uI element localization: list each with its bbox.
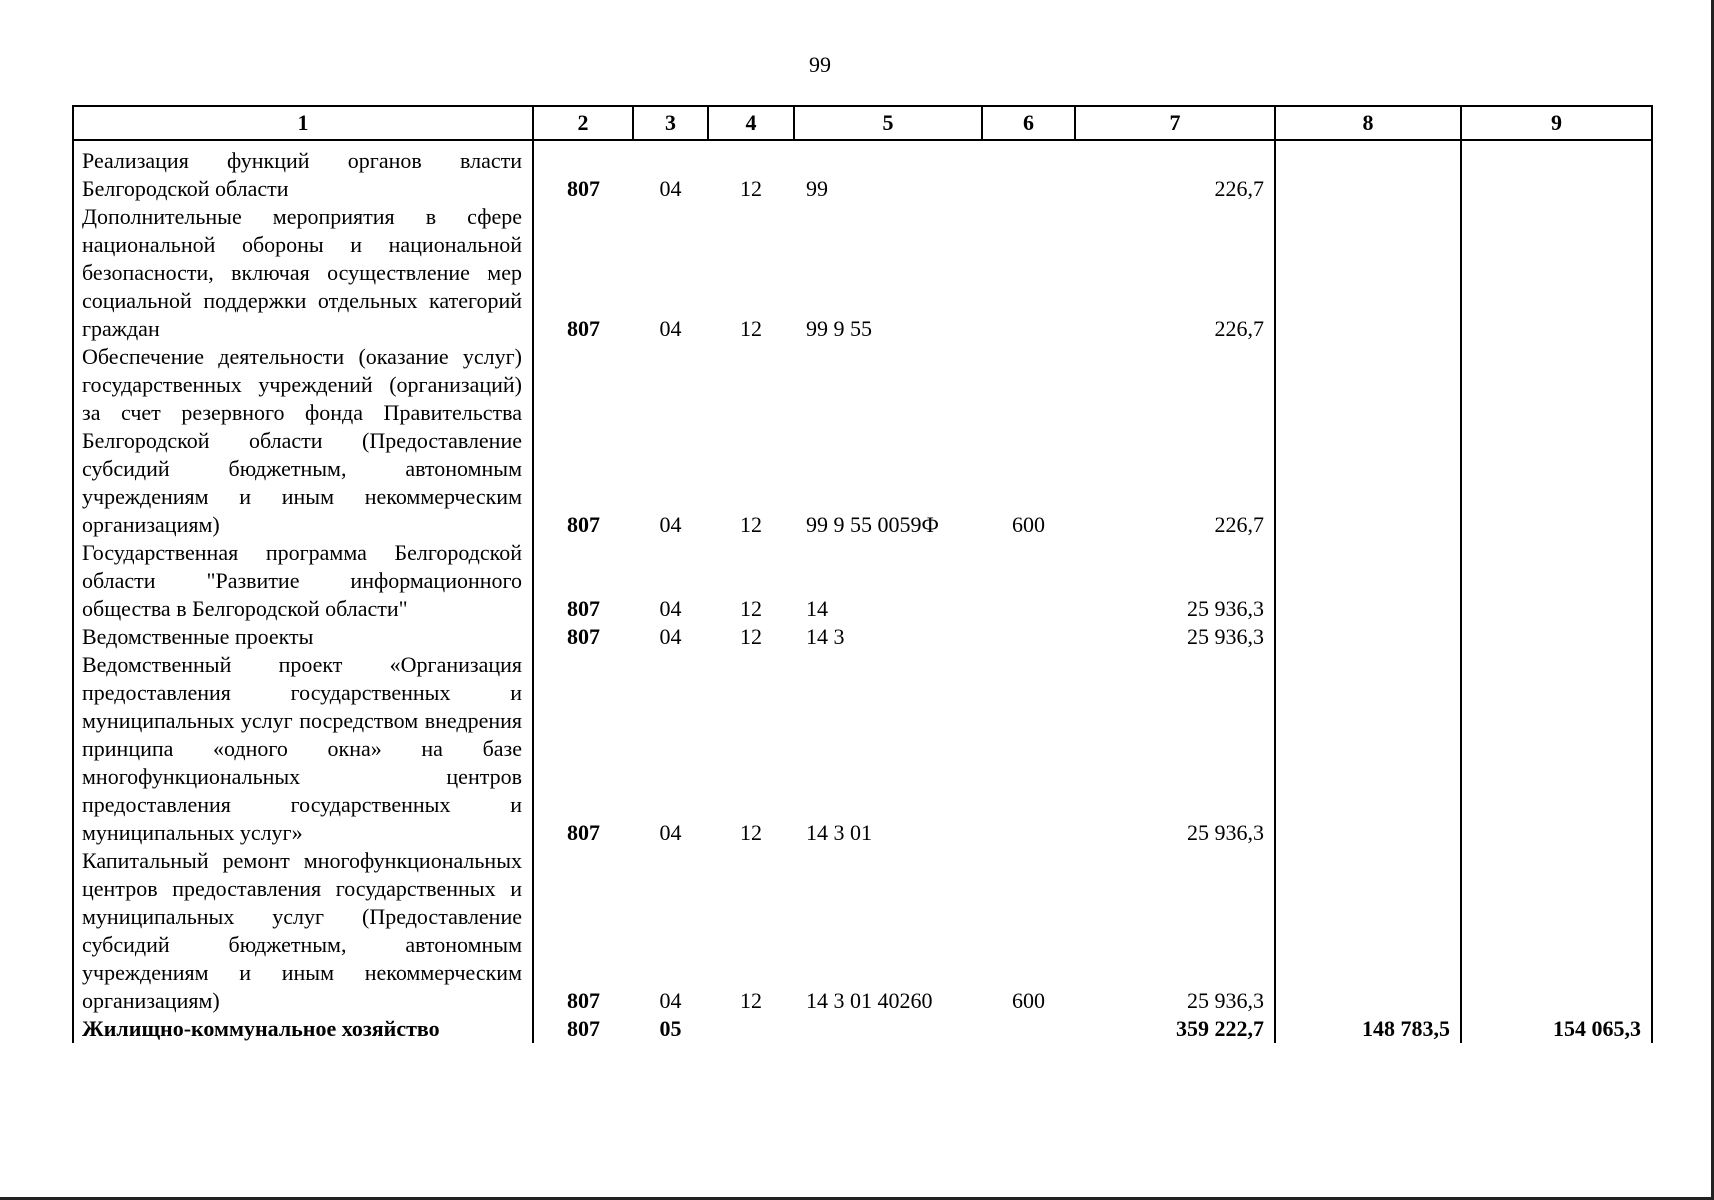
column-header-5: 5 xyxy=(794,106,982,140)
table-row xyxy=(73,847,1652,1015)
row-cell-col-3: 05 xyxy=(659,1016,682,1041)
row-description: Капитальный ремонт многофункциональных центров предоставления государственных и муниципальных услуг (Предоставление субсидий бюджетным, автономным учреждениям и иным некоммерческим организациям) xyxy=(73,847,533,1015)
row-cell-col-8 xyxy=(1275,140,1461,203)
row-cell-col-4: 12 xyxy=(740,820,762,845)
table-row xyxy=(73,343,1652,539)
row-cell-col-8 xyxy=(1275,343,1461,539)
table-row xyxy=(73,1015,1652,1043)
table-row xyxy=(73,623,1652,651)
row-cell-col-4: 12 xyxy=(740,596,762,621)
row-cell-col-2: 807 xyxy=(533,847,633,1015)
row-cell-col-4 xyxy=(708,1015,794,1043)
header-row xyxy=(73,106,1652,140)
row-cell-col-2: 807 xyxy=(533,651,633,847)
row-cell-col-6: 600 xyxy=(1012,988,1045,1013)
page-number: 99 xyxy=(809,52,831,77)
row-cell-col-5: 99 9 55 0059Ф xyxy=(806,512,939,537)
row-cell-col-8 xyxy=(1275,651,1461,847)
column-header-3: 3 xyxy=(633,106,708,140)
row-cell-col-6 xyxy=(982,623,1075,651)
row-cell-col-3: 04 xyxy=(659,316,682,341)
column-header-9: 9 xyxy=(1461,106,1652,140)
row-cell-col-2: 807 xyxy=(533,623,633,651)
row-cell-col-9 xyxy=(1461,539,1652,623)
table-header xyxy=(73,106,1652,140)
row-description: Дополнительные мероприятия в сфере национальной обороны и национальной безопасности, включая осуществление мер социальной поддержки отдельных категорий граждан xyxy=(73,203,533,343)
row-cell-col-5: 14 3 01 xyxy=(806,820,872,845)
row-cell-col-4: 12 xyxy=(740,624,762,649)
row-cell-col-9: 154 065,3 xyxy=(1461,1015,1652,1043)
row-cell-col-2: 807 xyxy=(533,343,633,539)
row-cell-col-2: 807 xyxy=(533,539,633,623)
row-description: Реализация функций органов власти Белгородской области xyxy=(73,140,533,203)
row-cell-col-6 xyxy=(982,651,1075,847)
row-cell-col-7: 226,7 xyxy=(1075,203,1275,343)
row-cell-col-6 xyxy=(982,203,1075,343)
row-cell-col-5: 99 9 55 xyxy=(806,316,872,341)
row-cell-col-7: 25 936,3 xyxy=(1075,623,1275,651)
budget-table xyxy=(72,105,1653,1043)
column-header-2: 2 xyxy=(533,106,633,140)
row-cell-col-3: 04 xyxy=(659,988,682,1013)
table-row xyxy=(73,203,1652,343)
row-cell-col-9 xyxy=(1461,651,1652,847)
table-row xyxy=(73,140,1652,203)
row-cell-col-5: 14 xyxy=(806,596,828,621)
column-header-6: 6 xyxy=(982,106,1075,140)
row-cell-col-9 xyxy=(1461,623,1652,651)
row-cell-col-9 xyxy=(1461,847,1652,1015)
row-cell-col-7: 25 936,3 xyxy=(1075,651,1275,847)
row-cell-col-8 xyxy=(1275,847,1461,1015)
row-cell-col-8 xyxy=(1275,623,1461,651)
row-cell-col-6 xyxy=(982,1015,1075,1043)
row-cell-col-6 xyxy=(982,140,1075,203)
row-cell-col-5: 99 xyxy=(806,176,828,201)
row-cell-col-7: 359 222,7 xyxy=(1075,1015,1275,1043)
row-cell-col-6 xyxy=(982,539,1075,623)
row-description: Жилищно-коммунальное хозяйство xyxy=(73,1015,533,1043)
row-cell-col-4: 12 xyxy=(740,316,762,341)
row-cell-col-2: 807 xyxy=(533,140,633,203)
column-header-8: 8 xyxy=(1275,106,1461,140)
row-description: Ведомственный проект «Организация предоставления государственных и муниципальных услуг посредством внедрения принципа «одного окна» на базе многофункциональных центров предоставления государственных и муниципальных услуг» xyxy=(73,651,533,847)
row-cell-col-5: 14 3 xyxy=(806,624,845,649)
row-cell-col-4: 12 xyxy=(740,512,762,537)
row-cell-col-4: 12 xyxy=(740,176,762,201)
row-description: Обеспечение деятельности (оказание услуг) государственных учреждений (организаций) за счет резервного фонда Правительства Белгородской области (Предоставление субсидий бюджетным, автономным учреждениям и иным некоммерческим организациям) xyxy=(73,343,533,539)
row-cell-col-7: 226,7 xyxy=(1075,343,1275,539)
row-cell-col-5 xyxy=(794,1015,982,1043)
row-cell-col-6: 600 xyxy=(1012,512,1045,537)
table-body xyxy=(73,140,1652,1043)
row-cell-col-7: 25 936,3 xyxy=(1075,847,1275,1015)
row-cell-col-8 xyxy=(1275,203,1461,343)
column-header-4: 4 xyxy=(708,106,794,140)
table-row xyxy=(73,651,1652,847)
row-cell-col-2: 807 xyxy=(533,203,633,343)
row-cell-col-9 xyxy=(1461,343,1652,539)
row-cell-col-8: 148 783,5 xyxy=(1275,1015,1461,1043)
column-header-1: 1 xyxy=(73,106,533,140)
row-cell-col-5: 14 3 01 40260 xyxy=(806,988,933,1013)
row-cell-col-4: 12 xyxy=(740,988,762,1013)
row-cell-col-2: 807 xyxy=(533,1015,633,1043)
row-cell-col-3: 04 xyxy=(659,820,682,845)
row-cell-col-9 xyxy=(1461,140,1652,203)
row-cell-col-7: 25 936,3 xyxy=(1075,539,1275,623)
row-cell-col-3: 04 xyxy=(659,596,682,621)
table-row xyxy=(73,539,1652,623)
row-description: Государственная программа Белгородской области "Развитие информационного общества в Белгородской области" xyxy=(73,539,533,623)
row-cell-col-8 xyxy=(1275,539,1461,623)
row-cell-col-9 xyxy=(1461,203,1652,343)
row-cell-col-3: 04 xyxy=(659,512,682,537)
row-cell-col-7: 226,7 xyxy=(1075,140,1275,203)
row-cell-col-3: 04 xyxy=(659,176,682,201)
column-header-7: 7 xyxy=(1075,106,1275,140)
row-cell-col-3: 04 xyxy=(659,624,682,649)
row-description: Ведомственные проекты xyxy=(73,623,533,651)
